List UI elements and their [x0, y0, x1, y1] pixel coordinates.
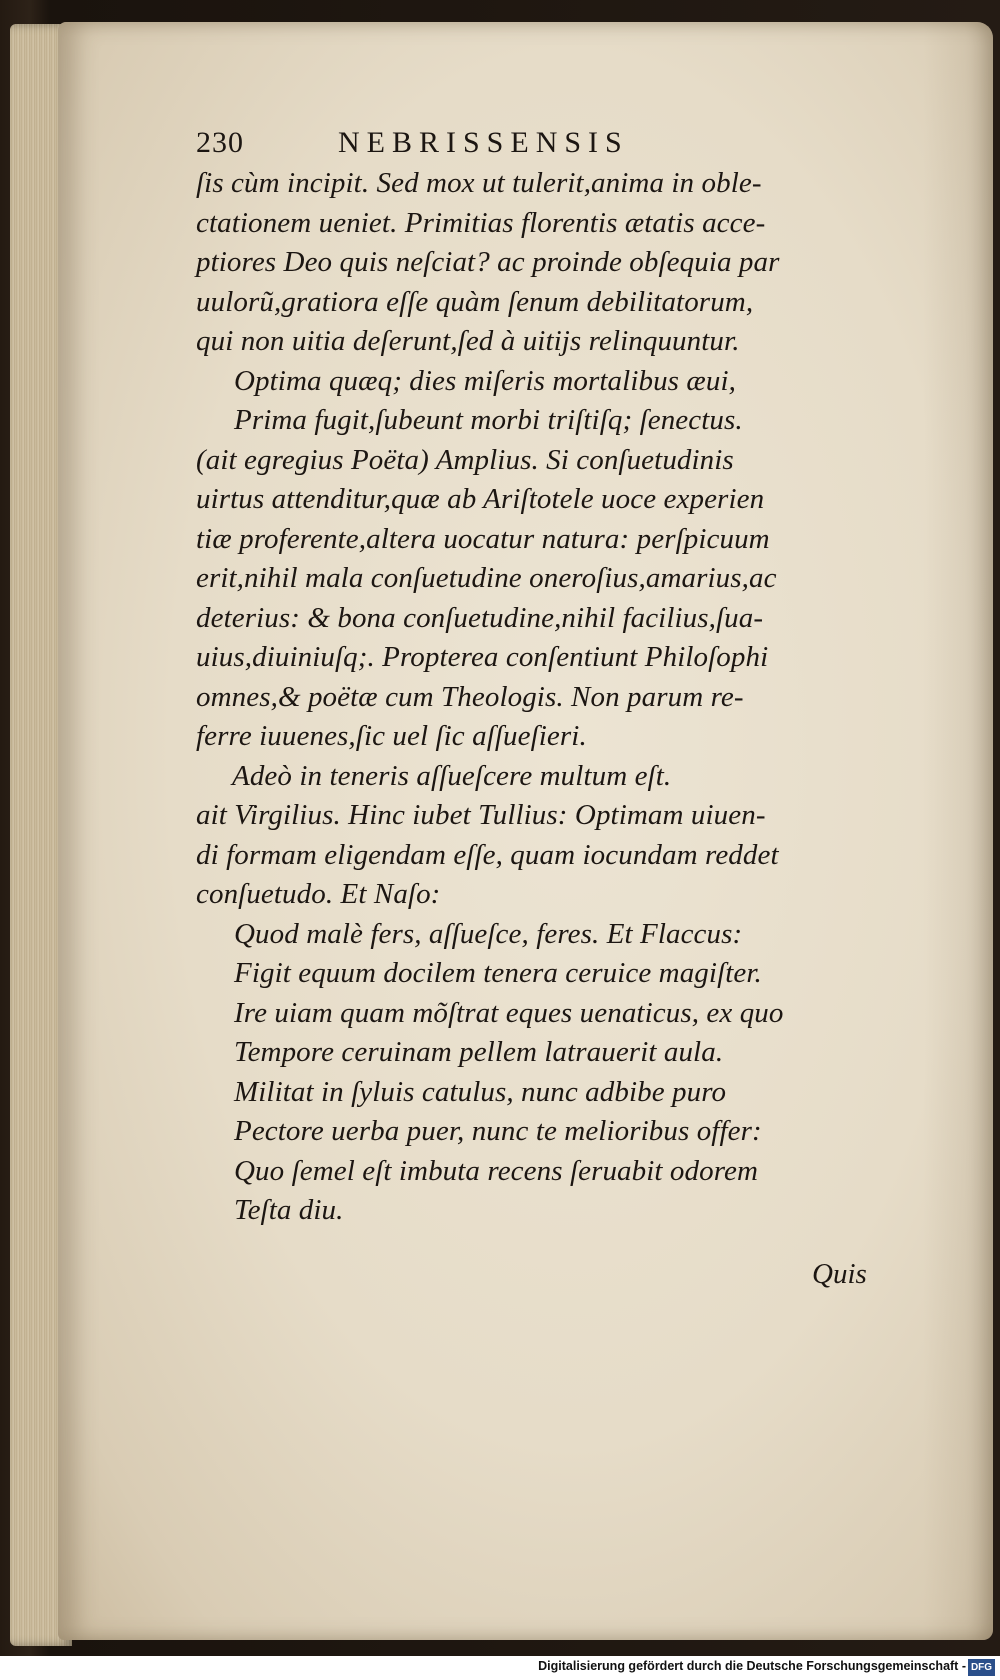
text-line: tiæ proferente,altera uocatur natura: perſpicuum	[196, 522, 770, 555]
catchword: Quis	[812, 1258, 867, 1290]
text-line: deterius: & bona conſuetudine,nihil facilius,ſua-	[196, 601, 764, 634]
page-number: 230	[196, 126, 244, 159]
text-line: di formam eligendam eſſe, quam iocundam reddet	[196, 838, 779, 871]
running-head	[196, 122, 916, 164]
text-line: uirtus attenditur,quæ ab Ariſtotele uoce experien	[196, 483, 765, 515]
text-line: ait Virgilius. Hinc iubet Tullius: Optimam uiuen-	[196, 799, 766, 831]
text-line: ptiores Deo quis neſciat? ac proinde obſequia par	[196, 246, 780, 278]
text-line: qui non uitia deſerunt,ſed à uitijs relinquuntur.	[196, 325, 740, 357]
text-line: erit,nihil mala conſuetudine oneroſius,amarius,ac	[196, 562, 777, 594]
text-block	[196, 122, 916, 1231]
footer-credit: Digitalisierung gefördert durch die Deutsche Forschungsgemeinschaft -	[538, 1659, 966, 1673]
verse-line: Quod malè fers, aſſueſce, feres. Et Flaccus:	[234, 917, 743, 950]
verse-line: Quo ſemel eſt imbuta recens ſeruabit odorem	[234, 1154, 759, 1187]
verse-line: Figit equum docilem tenera ceruice magiſter.	[234, 957, 762, 989]
text-line: conſuetudo. Et Naſo:	[196, 878, 441, 910]
verse-line: Teſta diu.	[234, 1194, 344, 1226]
verse-line: Pectore uerba puer, nunc te melioribus offer:	[234, 1115, 762, 1147]
verse-line: Adeò in teneris aſſueſcere multum eſt.	[232, 759, 672, 792]
running-head-title: NEBRISSENSIS	[338, 126, 629, 159]
text-line: ctationem ueniet. Primitias florentis ætatis acce-	[196, 206, 766, 239]
verse-line: Optima quæq; dies miſeris mortalibus æui,	[234, 364, 736, 397]
verse-line: Ire uiam quam mõſtrat eques uenaticus, ex quo	[234, 996, 784, 1029]
text-line: omnes,& poëtæ cum Theologis. Non parum re-	[196, 680, 744, 713]
text-line: ferre iuuenes,ſic uel ſic aſſueſieri.	[196, 720, 587, 752]
verse-line: Militat in ſyluis catulus, nunc adbibe puro	[234, 1075, 727, 1108]
dfg-logo: DFG	[968, 1659, 995, 1676]
text-line: (ait egregius Poëta) Amplius. Si conſuetudinis	[196, 443, 734, 476]
verse-line: Prima fugit,ſubeunt morbi triſtiſq; ſenectus.	[234, 404, 743, 436]
text-line: uulorũ,gratiora eſſe quàm ſenum debilitatorum,	[196, 285, 754, 318]
page-shadow	[923, 22, 993, 1640]
verse-line: Tempore ceruinam pellem latrauerit aula.	[234, 1036, 724, 1068]
digitization-footer	[0, 1656, 1000, 1680]
text-line: ſis cùm incipit. Sed mox ut tulerit,anima in oble-	[196, 167, 762, 199]
text-line: uius,diuiniuſq;. Propterea conſentiunt Philoſophi	[196, 641, 769, 673]
